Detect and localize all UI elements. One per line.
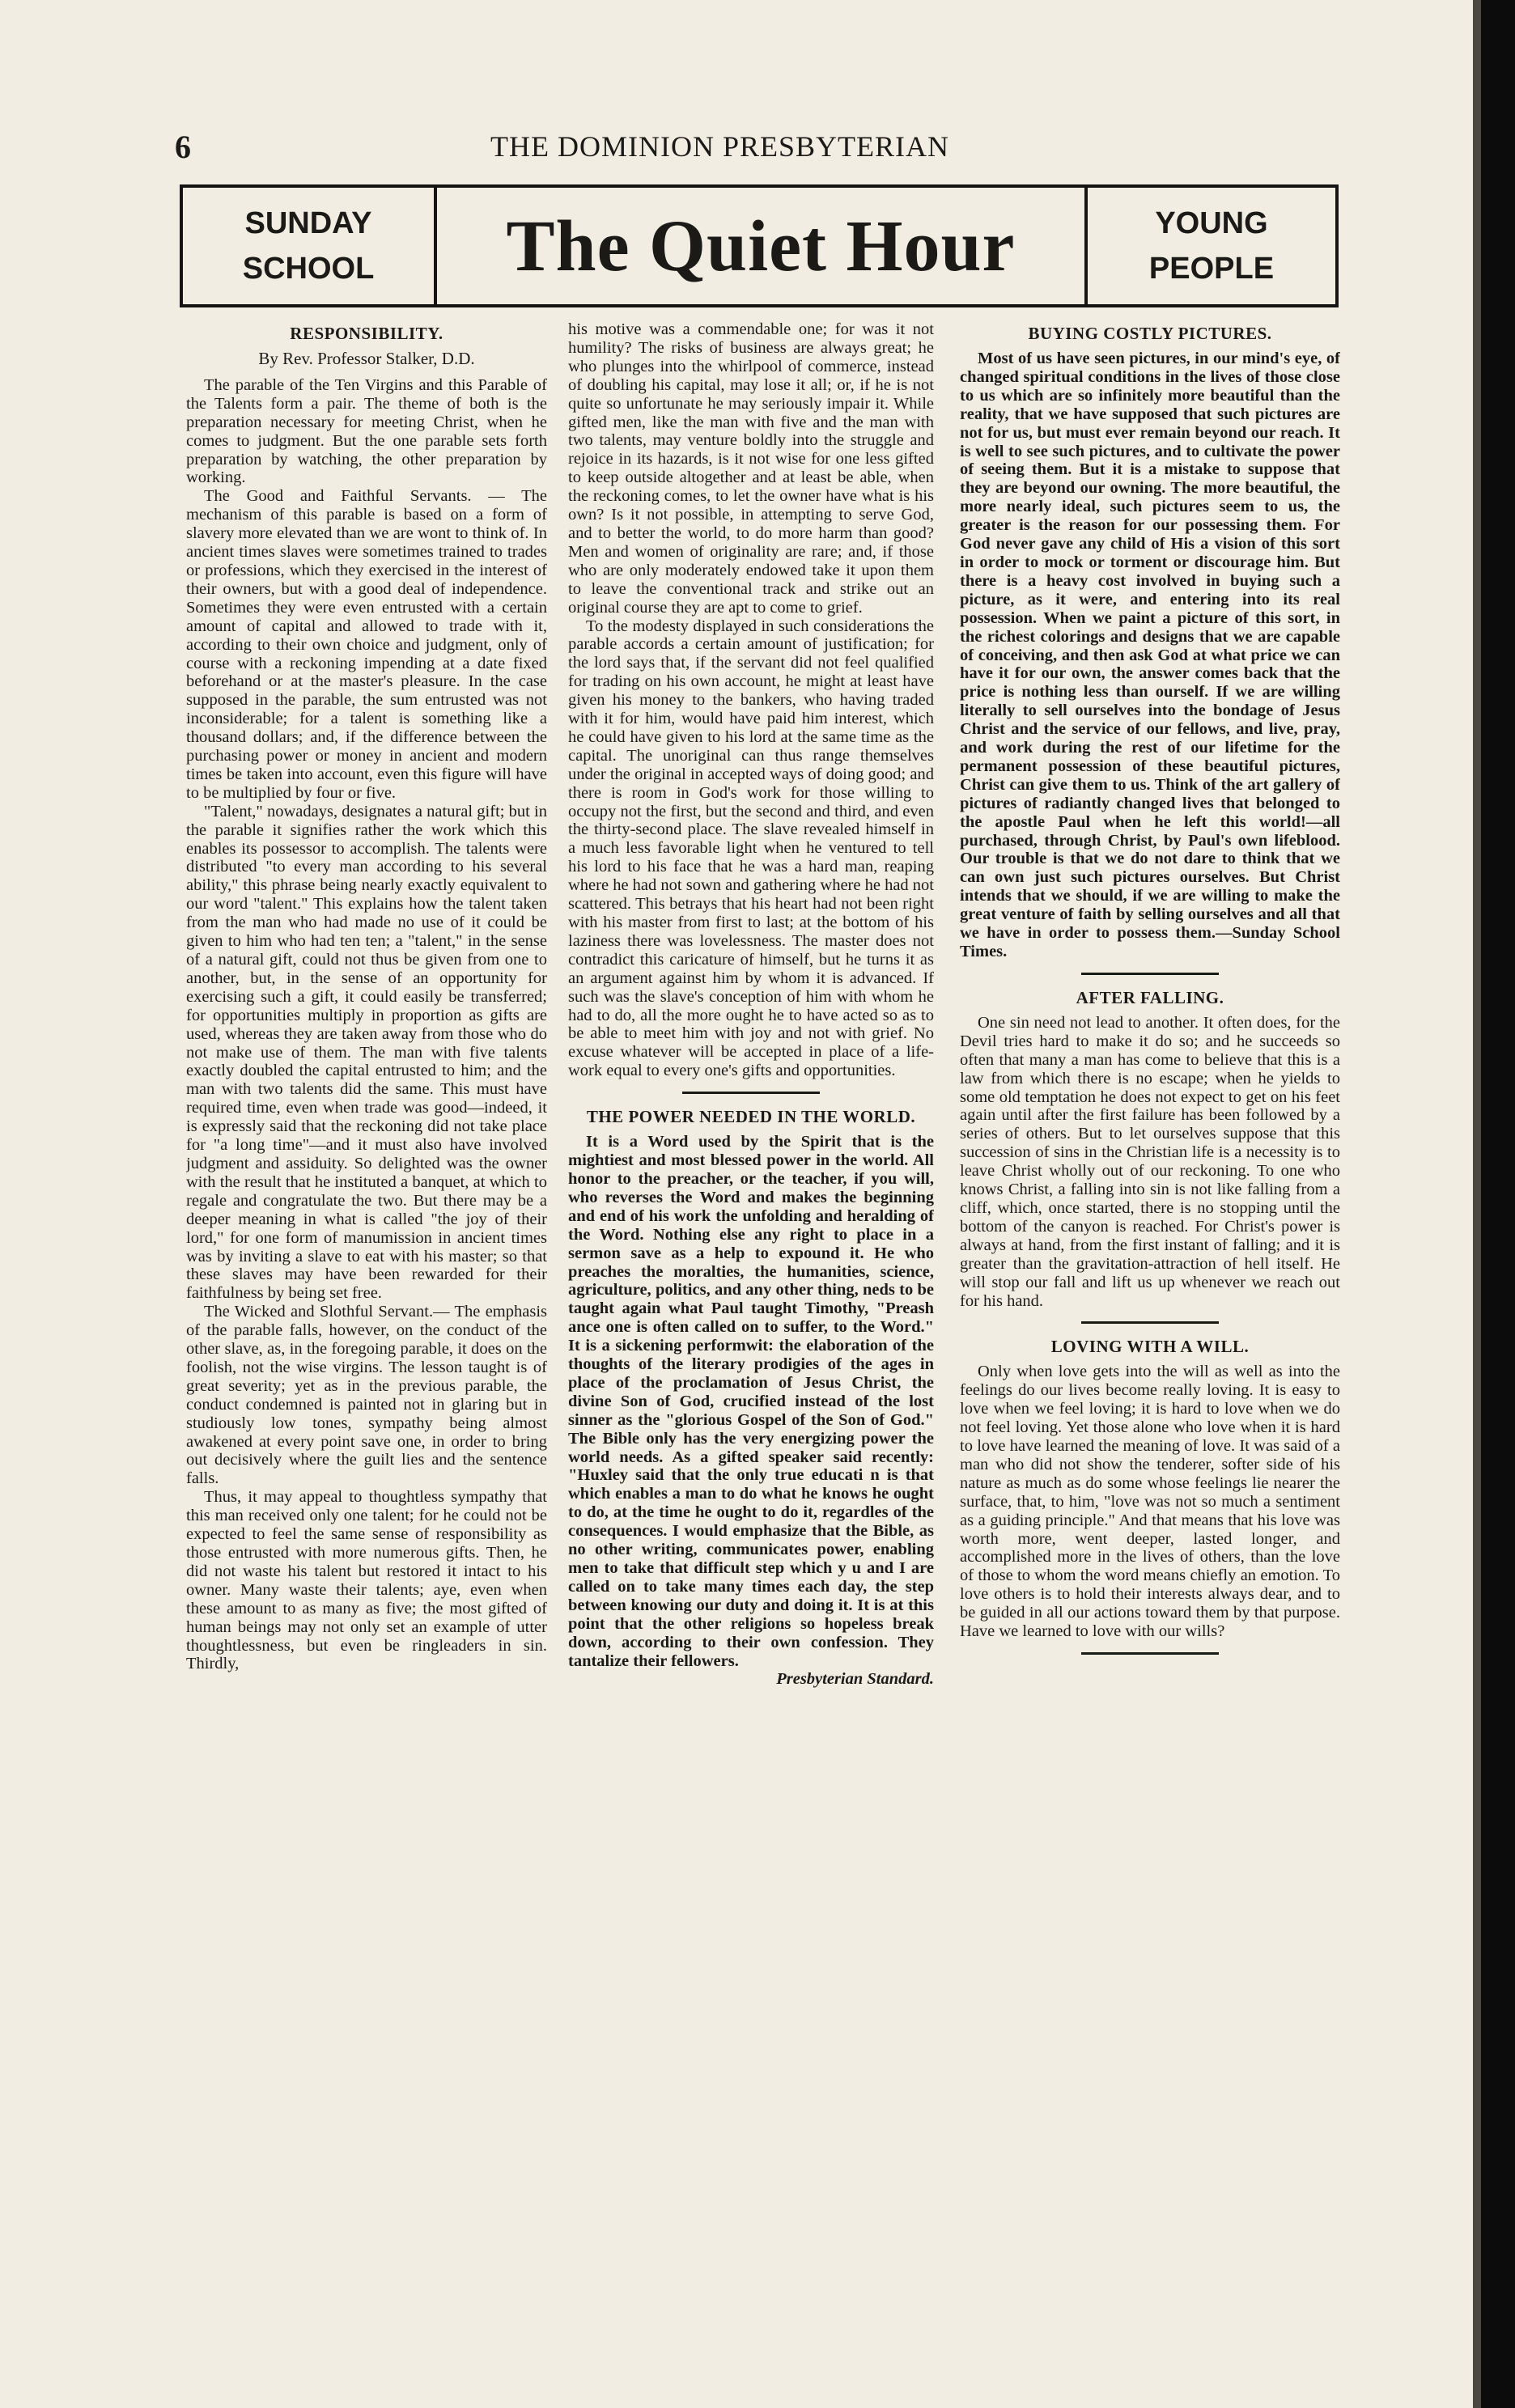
banner-young-people xyxy=(1084,188,1335,304)
article-paragraph: The Wicked and Slothful Servant.— The emphasis of the parable falls, however, on the conduct of the other slave, as, in the foregoing parable, it does on the foolish, not the wise virgins. The lesson taught is of great severity; yet as in the previous parable, the conduct condemned is painted not in glaring but in studiously low tones, sympathy being almost awakened at every point save one, in order to bring out decisively where the guilt lies and the sentence falls. xyxy=(186,1303,547,1488)
column-3 xyxy=(960,320,1340,2351)
banner-title-cell xyxy=(434,188,1088,304)
publication-title: THE DOMINION PRESBYTERIAN xyxy=(490,130,949,163)
article-title-power: THE POWER NEEDED IN THE WORLD. xyxy=(586,1107,916,1127)
banner-left-line2: SCHOOL xyxy=(242,252,375,286)
article-title-pictures: BUYING COSTLY PICTURES. xyxy=(1028,324,1272,343)
article-paragraph: The parable of the Ten Virgins and this Parable of the Talents form a pair. The theme of both is the preparation necessary for meeting Christ, when he comes to judgment. But the one parable sets forth preparation by watching, the other preparation by working. xyxy=(186,375,547,487)
article-title-responsibility: RESPONSIBILITY. xyxy=(290,324,443,343)
banner-sunday-school xyxy=(183,188,437,304)
article-source: Presbyterian Standard. xyxy=(776,1670,934,1689)
article-paragraph: Thus, it may appeal to thoughtless sympathy that this man received only one talent; for he could not be expected to feel the same sense of responsibility as those entrusted with more numerous gifts. Then, he did not waste his talent but restored it intact to his owner. Many waste their talents; aye, even when these amount to as many as five; the most gifted of human beings may not only set an example of utter thoughtlessness, but even be ringleaders in sin. Thirdly, xyxy=(186,1488,547,1673)
column-1 xyxy=(186,320,547,2351)
divider-rule xyxy=(682,1092,820,1094)
article-paragraph: Most of us have seen pictures, in our mind's eye, of changed spiritual conditions in the lives of those close to us which are so infinitely more beautiful than the reality, that we have supposed that such pictures are not for us, but must ever remain beyond our reach. It is well to see such pictures, and to cultivate the power of seeing them. But it is a mistake to suppose that they are beyond our owning. The more beautiful, the more nearly ideal, such pictures seem to us, the greater is the reason for our possessing them. For God never gave any child of His a vision of this sort in order to mock or torment or discourage him. But there is a heavy cost involved in buying such a picture, as it were, and entering into its real possession. When we paint a picture of this sort, in the richest colorings and designs that we are capable of conceiving, and then ask God at what price we can have it for our own, the answer comes back that the price is nothing less than ourself. If we are willing literally to sell ourselves into the bondage of Jesus Christ and the service of our fellows, and live, pray, and work during the rest of our lifetime for the permanent possession of these beautiful pictures, Christ can give them to us. Think of the art gallery of pictures of radiantly changed lives that belonged to the apostle Paul when he left this world!—all purchased, through Christ, by Paul's own lifeblood. Our trouble is that we do not dare to think that we can own just such pictures ourselves. But Christ intends that we should, if we are willing to make the great venture of faith by selling ourselves and all that we have in order to possess them.—Sunday School Times. xyxy=(960,350,1340,960)
divider-rule xyxy=(1081,1321,1219,1324)
section-title: The Quiet Hour xyxy=(506,206,1016,286)
article-title-after-falling: AFTER FALLING. xyxy=(1076,987,1224,1007)
column-2 xyxy=(568,320,934,2351)
banner-right-line2: PEOPLE xyxy=(1148,252,1275,286)
article-paragraph: One sin need not lead to another. It often does, for the Devil tries hard to make it do so; and he succeeds so often that many a man has come to believe that this is a law from which there is no escape; when he yields to some old temptation he does not expect to get on his feet again until after the first failure has been followed by a series of others. But to let ourselves suppose that this succession of sins in the Christian life is a necessity is to leave Christ wholly out of our reckoning. To one who knows Christ, a falling into sin is not like falling from a cliff, which, once started, there is no stopping until the bottom of the canyon is reached. For Christ's power is always at hand, from the first instant of falling; and it is greater than the gravitation-attraction of hell itself. He will stop our fall and lift us up whenever we reach out for his hand. xyxy=(960,1013,1340,1310)
banner-right-line1: YOUNG xyxy=(1155,206,1268,240)
article-paragraph: To the modesty displayed in such considerations the parable accords a certain amount of justification; for the lord says that, if the servant did not feel qualified for trading on his own account, he might at least have given his money to the bankers, who having traded with it for him, would have paid him interest, which he could have given to his lord at the same time as the capital. The unoriginal can thus range themselves under the original in accepted ways of doing good; and there is room in God's work for those willing to occupy not the first, but the second and third, and even the thirty-second place. The slave revealed himself in a much less favorable light when he ventured to tell his lord to his face that he was a hard man, reaping where he had not sown and gathering where he had not scattered. This betrays that his heart had not been right with his master from first to last; at the bottom of his laziness there was lovelessness. The master does not contradict this caricature of himself, but he turns it as an argument against him by whom it is advanced. If such was the slave's conception of him with whom he had to do, all the more ought he to have acted so as to be able to meet him with joy and not with grief. No excuse whatever will be accepted in place of a life-work equal to every one's gifts and opportunities. xyxy=(568,617,934,1080)
article-paragraph: It is a Word used by the Spirit that is the mightiest and most blessed power in the world. All honor to the preacher, or the teacher, if you will, who reverses the Word and makes the beginning and end of his work the unfolding and heralding of the Word. Nothing else any right to place in a sermon save as a help to expound it. He who preaches the moralties, the humanities, science, agriculture, politics, and any other thing, neds to be taught again what Paul taught Timothy, "Preash ance one is often called on to suffer, to the Word." It is a sickening performwit: the elaboration of the thoughts of the literary prodigies of the ages in place of the proclamation of Jesus Christ, the divine Son of God, crucified instead of the lost sinner as the "glorious Gospel of the Son of God." The Bible only has the very energizing power the world needs. As a gifted speaker said recently: "Huxley said that the only true educati n is that which enables a man to do what he knows he ought to do, at the time he ought to do it, regardles of the consequences. I would emphasize that the Bible, as no other writing, communicates power, enabling men to take that difficult step which y u and I are called on to take many times each day, the step between knowing our duty and doing it. It is at this point that the other religions so hopeless break down, according to their own confession. They tantalize their fellowers. xyxy=(568,1133,934,1670)
section-banner xyxy=(180,184,1339,307)
scan-border-shadow xyxy=(1473,0,1481,2408)
divider-rule xyxy=(1081,1652,1219,1655)
article-body-pictures xyxy=(960,350,1340,961)
divider-rule xyxy=(1081,973,1219,975)
article-paragraph: "Talent," nowadays, designates a natural gift; but in the parable it signifies rather the work which this enables its possessor to accomplish. The talents were distributed "to every man according to his several ability," this phrase being nearly exactly equivalent to our word "talent." This explains how the talent taken from the man who had made no use of it could be given to him who had ten ten; a "talent," in the sense of a natural gift, could not thus be given from one to another, but, in the sense of an opportunity for exercising such a gift, it could easily be transferred; for opportunities multiply in proportion as gifts are used, whereas they are taken away from those who do not make use of them. The man with five talents exactly doubled the capital entrusted to him; and the man with two talents did the same. This must have required time, even when trade was good—indeed, it is expressly said that the reckoning did not take place for "a long time"—and it must also have involved judgment and assiduity. So delighted was the owner with the result that he instituted a banquet, at which to regale and congratulate the two. But there may be a deeper meaning in what is called "the joy of their lord," for one form of manumission in ancient times was by inviting a slave to eat with his master; so that these slaves may have been rewarded for their faithfulness by being set free. xyxy=(186,802,547,1303)
article-title-loving: LOVING WITH A WILL. xyxy=(1050,1337,1250,1357)
article-paragraph: Only when love gets into the will as well as into the feelings do our lives become really loving. It is easy to love when we feel loving; it is hard to love when we do not feel loving. Yet those alone who love when it is hard to love have learned the meaning of love. It was said of a man who did not show the tenderer, softer side of his nature as much as do some whose feelings lie nearer the surface, that, to him, "love was not so much a sentiment as a guiding principle." And that means that his love was worth more, went deeper, lasted longer, and accomplished more in the lives of others, than the love of those to whom the word means chiefly an emotion. To love others is to hold their interests always dear, and to be guided in all our actions toward them by that purpose. Have we learned to love with our wills? xyxy=(960,1363,1340,1641)
article-paragraph: his motive was a commendable one; for was it not humility? The risks of business are always great; he who plunges into the whirlpool of commerce, instead of doubling his capital, may lose it all; or, if he is not quite so unfortunate he may seriously impair it. While gifted men, like the man with five and the man with two talents, may venture boldly into the struggle and rejoice in its hazards, is it not wise for one less gifted to keep outside altogether and at least be able, when the reckoning comes, to let the owner have what is his own? Is it not possible, in attempting to serve God, and to better the world, to do more harm than good? Men and women of originality are rare; and, if those who are only moderately endowed take it upon them to leave the conventional track and strike out an original course they are apt to come to grief. xyxy=(568,320,934,617)
article-paragraph: The Good and Faithful Servants. — The mechanism of this parable is based on a form of slavery more elevated than we are wont to think of. In ancient times slaves were sometimes trained to trades or professions, which they exercised in the interest of their owners, but with a good deal of independence. Sometimes they were even entrusted with a certain amount of capital and allowed to trade with it, according to their own choice and judgment, only of course with a reckoning impending at a date fixed beforehand or at the master's pleasure. In the case supposed in the parable, the sum entrusted was not inconsiderable; for a talent is something like a thousand dollars; and, if the difference between the purchasing power or money in ancient and modern times be taken into account, even this figure will have to be multiplied by four or five. xyxy=(186,487,547,802)
banner-left-line1: SUNDAY xyxy=(244,206,372,240)
article-byline: By Rev. Professor Stalker, D.D. xyxy=(258,349,475,368)
page-number: 6 xyxy=(175,129,191,165)
scan-border xyxy=(1481,0,1515,2408)
article-body-power xyxy=(568,1133,934,1689)
